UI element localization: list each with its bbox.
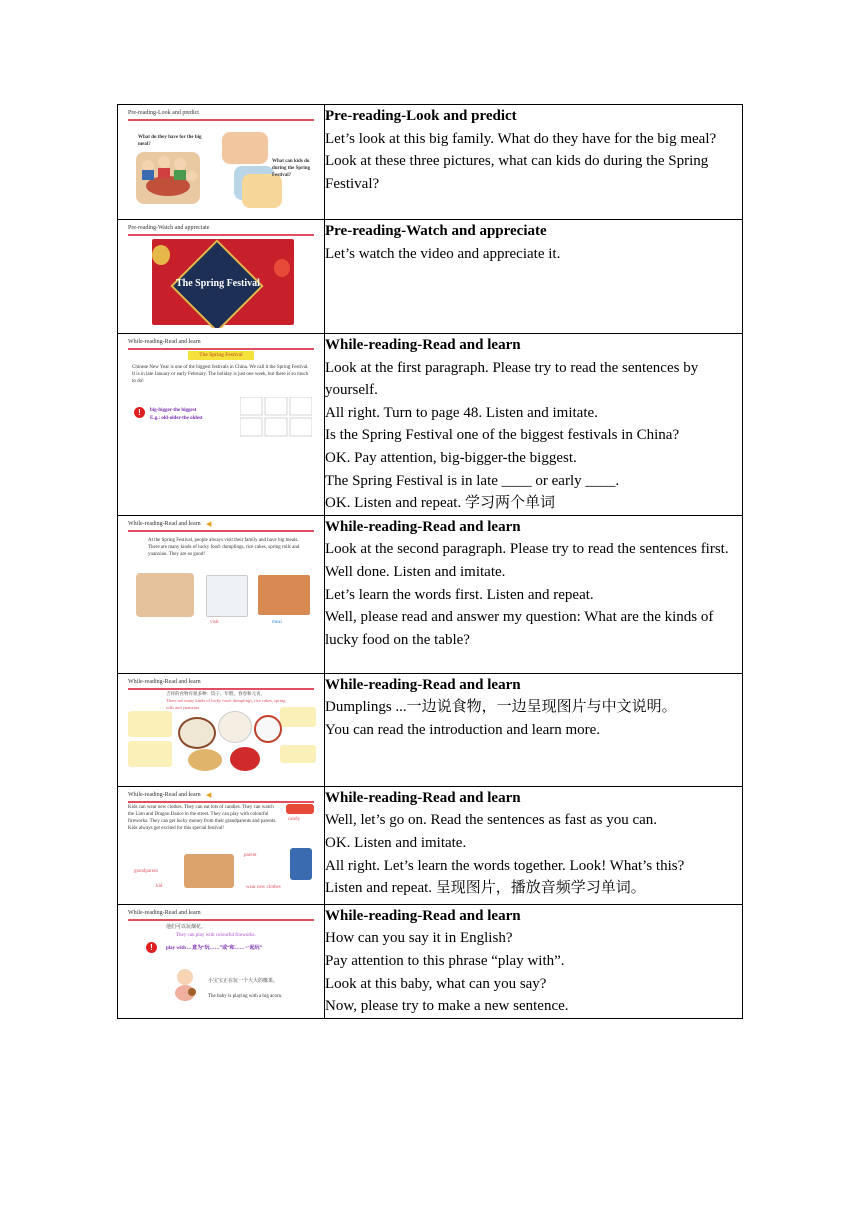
slide-english-line: The baby is playing with a big acorn. xyxy=(208,993,283,999)
family-meal-illustration xyxy=(136,152,200,204)
step-line: Look at these three pictures, what can kids do during the Spring Festival? xyxy=(325,153,709,192)
table-row xyxy=(118,220,743,334)
table-row xyxy=(118,904,743,1018)
vocab-word: candy xyxy=(288,816,300,822)
slide-thumbnail-cell xyxy=(118,904,325,1018)
step-description-cell xyxy=(325,334,743,516)
slide-chinese-line: 吉祥的食物有很多种：饺子、年糕、春卷和元宵。 xyxy=(166,690,265,696)
slide-question: What can kids do during the Spring Festival? xyxy=(272,159,311,178)
step-heading: While-reading-Read and learn xyxy=(325,907,521,924)
vocab-word: meal xyxy=(272,619,282,625)
step-heading: While-reading-Read and learn xyxy=(325,789,521,806)
step-description-cell xyxy=(325,515,743,673)
info-box xyxy=(280,745,316,763)
step-line: Look at the second paragraph. Please try to read the sentences first. xyxy=(325,541,729,558)
step-line: All right. Turn to page 48. Listen and imitate. xyxy=(325,404,598,421)
speaker-icon: ◀ xyxy=(206,791,212,799)
title-underline xyxy=(128,119,314,121)
title-underline xyxy=(128,801,314,803)
slide-thumbnail xyxy=(122,108,318,212)
slide-thumbnail-cell xyxy=(118,334,325,516)
rice-cakes-image xyxy=(218,711,252,743)
slide-english-line: They can play with colourful fireworks. xyxy=(176,932,256,938)
step-line: All right. Let’s learn the words together. Look! What’s this? xyxy=(325,857,685,874)
vocab-word: wear new clothes xyxy=(246,884,281,890)
step-line: Let’s learn the words first. Listen and repeat. xyxy=(325,586,594,603)
step-description-cell xyxy=(325,786,743,904)
title-underline xyxy=(128,919,314,921)
step-description-cell xyxy=(325,673,743,786)
slide-question: What do they have for the big meal? xyxy=(138,135,202,147)
step-line: The Spring Festival is in late ____ or early ____. xyxy=(325,472,620,489)
step-line: Now, please try to make a new sentence. xyxy=(325,998,569,1015)
slide-thumbnail xyxy=(122,908,318,1012)
vocab-word: kid xyxy=(156,883,163,889)
vocab-word: parent xyxy=(244,852,257,858)
table-row xyxy=(118,786,743,904)
step-line: Well, please read and answer my question: What are the kinds of lucky food on the table? xyxy=(325,609,714,648)
slide-thumbnail-cell xyxy=(118,515,325,673)
step-line: OK. Pay attention, big-bigger-the biggest. xyxy=(325,449,577,466)
kids-picture-3 xyxy=(242,174,282,208)
step-line: Well done. Listen and imitate. xyxy=(325,563,506,580)
title-underline xyxy=(128,348,314,350)
step-line: OK. Listen and repeat. 学习两个单词 xyxy=(325,495,555,512)
step-line: Let’s watch the video and appreciate it. xyxy=(325,245,561,262)
slide-thumbnail xyxy=(122,519,318,627)
dumplings-image xyxy=(178,717,216,749)
slide-thumbnail xyxy=(122,790,318,894)
grammar-note: play with ... 意为“玩……”或“和……一起玩” xyxy=(166,945,263,951)
slide-chinese-line: 他们可以玩烟花。 xyxy=(166,924,207,930)
meal-table-image xyxy=(258,575,310,615)
spring-rolls-image xyxy=(188,749,222,771)
kids-picture-1 xyxy=(222,132,268,164)
slide-english-line: There are many kinds of lucky food: dumplings, rice cakes, spring rolls and yuanxiao xyxy=(166,697,286,710)
slide-title: While-reading-Read and learn xyxy=(128,520,201,527)
step-line: Look at this baby, what can you say? xyxy=(325,975,547,992)
step-heading: While-reading-Read and learn xyxy=(325,337,521,353)
slide-thumbnail-cell xyxy=(118,220,325,334)
exclamation-icon: ! xyxy=(134,407,145,418)
slide-paragraph: Kids can wear new clothes. They can eat lots of candies. They can watch the Lion and Dragon Dance in the street. They can play with colourful fireworks. They can get lucky money from their grandparents and parents. Kids always get excited for this special festival! xyxy=(128,804,277,831)
slide-title: Pre-reading-Look and predict xyxy=(128,110,199,116)
table-row xyxy=(118,105,743,220)
speaker-icon: ◀ xyxy=(206,520,212,528)
title-underline xyxy=(128,234,314,236)
slide-thumbnail xyxy=(122,223,318,328)
slide-paragraph: Chinese New Year is one of the biggest festivals in China. We call it the Spring Festival. It is in late January or early February. The holiday is just one week, but there is so much to do! xyxy=(132,365,309,384)
slide-title: While-reading-Read and learn xyxy=(128,791,201,798)
slide-paragraph: At the Spring Festival, people always visit their family and have big meals. There are many kinds of lucky food: dumplings, rice cakes, spring rolls and yuanxiao. They are so good! xyxy=(148,537,300,557)
family-gift-image xyxy=(184,854,234,888)
vocab-word: grandparent xyxy=(134,868,158,874)
title-underline xyxy=(128,530,314,532)
grammar-note: big-bigger-the biggest xyxy=(150,408,197,413)
slide-title: Pre-reading-Watch and appreciate xyxy=(128,225,210,231)
text-label: The Spring Festival xyxy=(188,351,254,360)
table-row xyxy=(118,515,743,673)
slide-title: While-reading-Read and learn xyxy=(128,909,201,916)
step-line: You can read the introduction and learn more. xyxy=(325,721,601,738)
info-box xyxy=(128,711,172,737)
family-meal-image xyxy=(136,573,194,617)
lantern-icon xyxy=(274,259,290,277)
info-box xyxy=(280,707,316,727)
step-description-cell xyxy=(325,220,743,334)
vocab-word: visit xyxy=(210,619,219,625)
step-heading: Pre-reading-Look and predict xyxy=(325,108,517,124)
step-line: Is the Spring Festival one of the biggest festivals in China? xyxy=(325,427,680,444)
step-line: OK. Listen and imitate. xyxy=(325,834,467,851)
step-line: Well, let’s go on. Read the sentences as fast as you can. xyxy=(325,812,658,829)
step-line: How can you say it in English? xyxy=(325,930,513,947)
step-line: Dumplings ...一边说食物，一边呈现图片与中文说明。 xyxy=(325,699,677,716)
table-row xyxy=(118,673,743,786)
table-row xyxy=(118,334,743,516)
slide-title: While-reading-Read and learn xyxy=(128,678,201,685)
candy-image xyxy=(286,804,314,814)
step-heading: Pre-reading-Watch and appreciate xyxy=(325,223,547,239)
banner-title: The Spring Festival xyxy=(176,278,260,289)
step-line: Let’s look at this big family. What do they have for the big meal? xyxy=(325,130,717,147)
slide-thumbnail-cell xyxy=(118,786,325,904)
slide-chinese-line: 小宝宝正在玩一个大大的橡果。 xyxy=(208,978,279,984)
step-heading: While-reading-Read and learn xyxy=(325,518,521,535)
family-meal-image xyxy=(136,152,200,204)
slide-thumbnail xyxy=(122,677,318,781)
calendar-image xyxy=(240,397,312,437)
bowl-image xyxy=(230,747,260,771)
lesson-plan-table xyxy=(117,104,743,1019)
visit-door-image xyxy=(206,575,248,617)
step-description-cell xyxy=(325,904,743,1018)
yuanxiao-image xyxy=(254,715,282,743)
step-line: Listen and repeat. 呈现图片，播放音频学习单词。 xyxy=(325,880,646,897)
lantern-icon xyxy=(152,245,170,265)
step-heading: While-reading-Read and learn xyxy=(325,676,521,693)
info-box xyxy=(128,741,172,767)
kid-clothes-image xyxy=(290,848,312,880)
slide-thumbnail-cell xyxy=(118,105,325,220)
grammar-note: E.g.: old-older-the oldest xyxy=(150,416,203,421)
slide-thumbnail-cell xyxy=(118,673,325,786)
step-line: Pay attention to this phrase “play with”. xyxy=(325,952,565,969)
step-description-cell xyxy=(325,105,743,220)
exclamation-icon: ! xyxy=(146,942,157,953)
step-line: Look at the first paragraph. Please try to read the sentences by yourself. xyxy=(325,359,699,399)
slide-title: While-reading-Read and learn xyxy=(128,339,201,345)
spring-festival-banner xyxy=(152,239,294,325)
baby-image xyxy=(172,968,198,1002)
slide-thumbnail xyxy=(122,337,318,441)
